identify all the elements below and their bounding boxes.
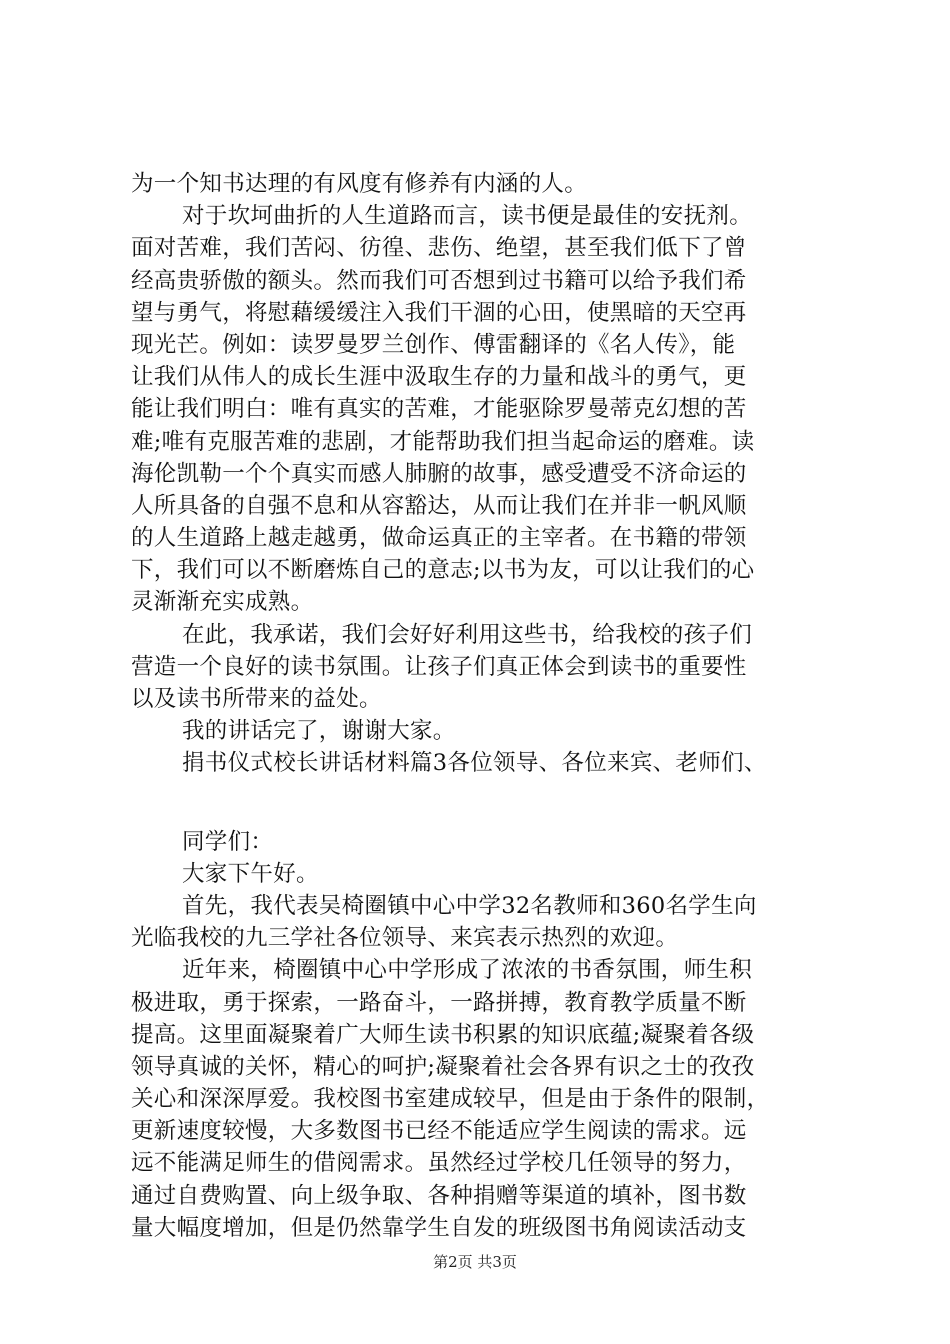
text-line: 首先，我代表吴椅圈镇中心中学32名教师和360名学生向	[182, 892, 757, 919]
text-line: 同学们：	[182, 828, 274, 855]
text-line: 的人生道路上越走越勇，做命运真正的主宰者。在书籍的带领	[131, 525, 747, 552]
text-line: 大家下午好。	[182, 860, 319, 887]
text-line: 光临我校的九三学社各位领导、来宾表示热烈的欢迎。	[131, 925, 679, 952]
text-line: 望与勇气，将慰藉缓缓注入我们干涸的心田，使黑暗的天空再	[131, 299, 747, 326]
text-line: 通过自费购置、向上级争取、各种捐赠等渠道的填补，图书数	[131, 1182, 747, 1209]
text-line: 我的讲话完了，谢谢大家。	[182, 718, 456, 745]
text-line: 营造一个良好的读书氛围。让孩子们真正体会到读书的重要性	[131, 653, 747, 680]
text-line: 现光芒。例如：读罗曼罗兰创作、傅雷翻译的《名人传》，能	[131, 331, 736, 358]
text-line: 灵渐渐充实成熟。	[131, 589, 314, 616]
text-line: 为一个知书达理的有风度有修养有内涵的人。	[131, 171, 588, 197]
text-line: 经高贵骄傲的额头。然而我们可否想到过书籍可以给予我们希	[131, 267, 747, 294]
text-line: 极进取，勇于探索，一路奋斗，一路拼搏，教育教学质量不断	[131, 989, 747, 1016]
page-number-footer: 第2页 共3页	[433, 1253, 517, 1271]
text-line: 近年来，椅圈镇中心中学形成了浓浓的书香氛围，师生积	[182, 957, 753, 984]
blank-gap	[131, 780, 831, 826]
text-line: 难;唯有克服苦难的悲剧，才能帮助我们担当起命运的磨难。读	[131, 428, 755, 455]
text-line: 更新速度较慢，大多数图书已经不能适应学生阅读的需求。远	[131, 1118, 747, 1145]
text-line: 对于坎坷曲折的人生道路而言，读书便是最佳的安抚剂。	[182, 203, 753, 230]
text-line: 领导真诚的关怀，精心的呵护;凝聚着社会各界有识之士的孜孜	[131, 1053, 755, 1080]
text-line: 下，我们可以不断磨炼自己的意志;以书为友，可以让我们的心	[131, 557, 755, 584]
text-line: 让我们从伟人的成长生涯中汲取生存的力量和战斗的勇气，更	[131, 364, 747, 391]
text-line: 在此，我承诺，我们会好好利用这些书，给我校的孩子们	[182, 621, 753, 648]
text-line: 能让我们明白：唯有真实的苦难，才能驱除罗曼蒂克幻想的苦	[131, 396, 747, 423]
text-line: 面对苦难，我们苦闷、彷徨、悲伤、绝望，甚至我们低下了曾	[131, 235, 747, 262]
text-line: 人所具备的自强不息和从容豁达，从而让我们在并非一帆风顺	[131, 492, 747, 519]
text-line: 量大幅度增加，但是仍然靠学生自发的班级图书角阅读活动支	[131, 1214, 747, 1241]
text-line: 海伦凯勒一个个真实而感人肺腑的故事，感受遭受不济命运的	[131, 460, 747, 487]
text-line: 以及读书所带来的益处。	[131, 686, 382, 712]
text-line: 关心和深深厚爱。我校图书室建成较早，但是由于条件的限制，	[131, 1086, 770, 1113]
text-line: 提高。这里面凝聚着广大师生读书积累的知识底蕴;凝聚着各级	[131, 1021, 755, 1048]
text-line: 远不能满足师生的借阅需求。虽然经过学校几任领导的努力，	[131, 1150, 747, 1177]
section-heading: 捐书仪式校长讲话材料篇3各位领导、各位来宾、老师们、	[182, 750, 767, 777]
document-body	[131, 168, 831, 1244]
